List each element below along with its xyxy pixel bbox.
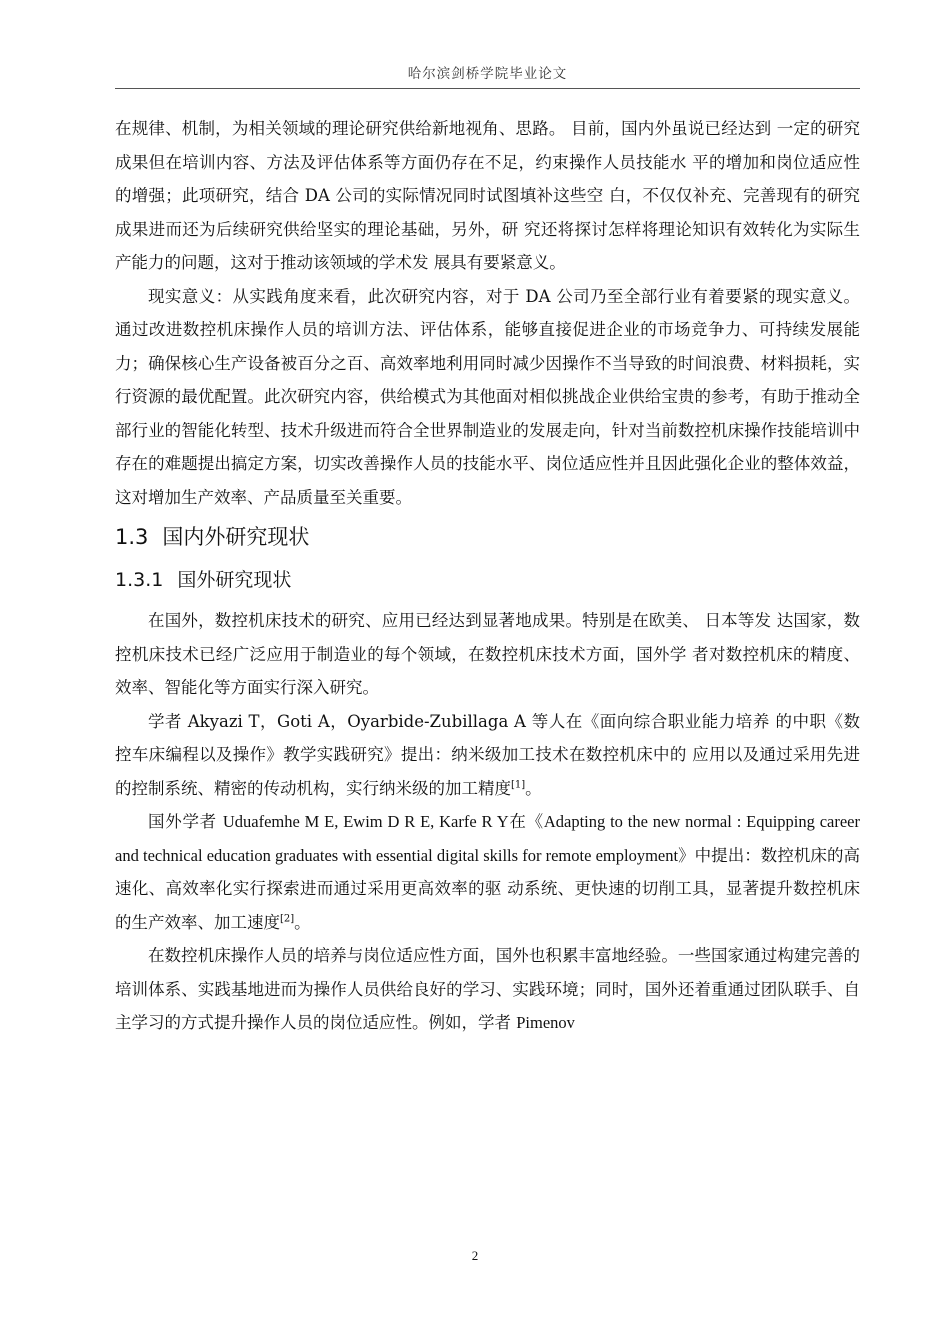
paragraph-text: 在《 xyxy=(508,812,544,831)
paragraph-uduafemhe xyxy=(115,805,860,939)
section-number: 1.3 xyxy=(115,525,149,549)
paragraph-text: 》中提出：数控机床的高速化、高效率化实行探索进而通过采用更高效率的驱 动系统、更快速的切削工具，显著提升数控机床的生产效率、加工速度 xyxy=(115,845,860,932)
subsection-title: 国外研究现状 xyxy=(177,569,292,591)
subsection-number: 1.3.1 xyxy=(115,569,164,591)
section-title: 国内外研究现状 xyxy=(162,525,310,549)
header-divider xyxy=(115,88,860,89)
paragraph-foreign-overview: 在国外，数控机床技术的研究、应用已经达到显著地成果。特别是在欧美、 日本等发 达国家，数控机床技术已经广泛应用于制造业的每个领域，在数控机床技术方面，国外学 者对数控机床的精度、效率、智能化等方面实行深入研究。 xyxy=(115,611,860,697)
document-body xyxy=(115,112,860,1040)
author-names: Uduafemhe M E, Ewim D R E, Karfe R Y xyxy=(222,812,509,831)
paragraph-end: 。 xyxy=(294,912,311,932)
paragraph-training-experience xyxy=(115,939,860,1040)
citation-1: [1] xyxy=(511,779,526,790)
subsection-heading-1-3-1 xyxy=(115,562,860,598)
running-header: 哈尔滨剑桥学院毕业论文 xyxy=(407,66,568,82)
author-name: Pimenov xyxy=(516,1013,575,1032)
page-number: 2 xyxy=(471,1248,479,1263)
citation-2: [2] xyxy=(280,913,295,924)
paragraph-end: 。 xyxy=(525,778,542,798)
section-heading-1-3 xyxy=(115,518,860,556)
paragraph-significance-practice: 现实意义：从实践角度来看，此次研究内容，对于 DA 公司乃至全部行业有着要紧的现实意义。通过改进数控机床操作人员的培训方法、评估体系，能够直接促进企业的市场竞争力、可持续发展能力；确保核心生产设备被百分之百、高效率地利用同时减少因操作不当导致的时间浪费、材料损耗，实行资源的最优配置。此次研究内容，供给模式为其他面对相似挑战企业供给宝贵的参考，有助于推动全部行业的智能化转型、技术升级进而符合全世界制造业的发展走向，针对当前数控机床操作技能培训中存在的难题提出搞定方案，切实改善操作人员的技能水平、岗位适应性并且因此强化企业的整体效益，这对增加生产效率、产品质量至关重要。 xyxy=(115,286,860,507)
paragraph-text: 国外学者 xyxy=(148,812,223,831)
paragraph-akyazi xyxy=(115,705,860,806)
paragraph-text: 学者 Akyazi T，Goti A，Oyarbide-Zubillaga A 等人在《面向综合职业能力培养 的中职《数控车床编程以及操作》教学实践研究》提出：纳米级加工技术在数控机床中的 应用以及通过采用先进的控制系统、精密的传动机构，实行纳米级的加工精度 xyxy=(115,711,860,798)
paper-title: Adapting to the new normal : Equipping career and technical education graduates with essential digital skills for remote employment xyxy=(115,812,860,865)
paragraph-text: 在数控机床操作人员的培养与岗位适应性方面，国外也积累丰富地经验。一些国家通过构建完善的培训体系、实践基地进而为操作人员供给良好的学习、实践环境；同时，国外还着重通过团队联手、自主学习的方式提升操作人员的岗位适应性。例如，学者 xyxy=(115,946,860,1032)
paragraph-significance-theory: 在规律、机制，为相关领域的理论研究供给新地视角、思路。 目前，国内外虽说已经达到 一定的研究成果但在培训内容、方法及评估体系等方面仍存在不足，约束操作人员技能水 平的增加和岗位适应性的增强；此项研究，结合 DA 公司的实际情况同时试图填补这些空 白，不仅仅补充、完善现有的研究成果进而还为后续研究供给坚实的理论基础，另外，研 究还将探讨怎样将理论知识有效转化为实际生产能力的问题，这对于推动该领域的学术发 展具有要紧意义。 xyxy=(115,119,860,272)
